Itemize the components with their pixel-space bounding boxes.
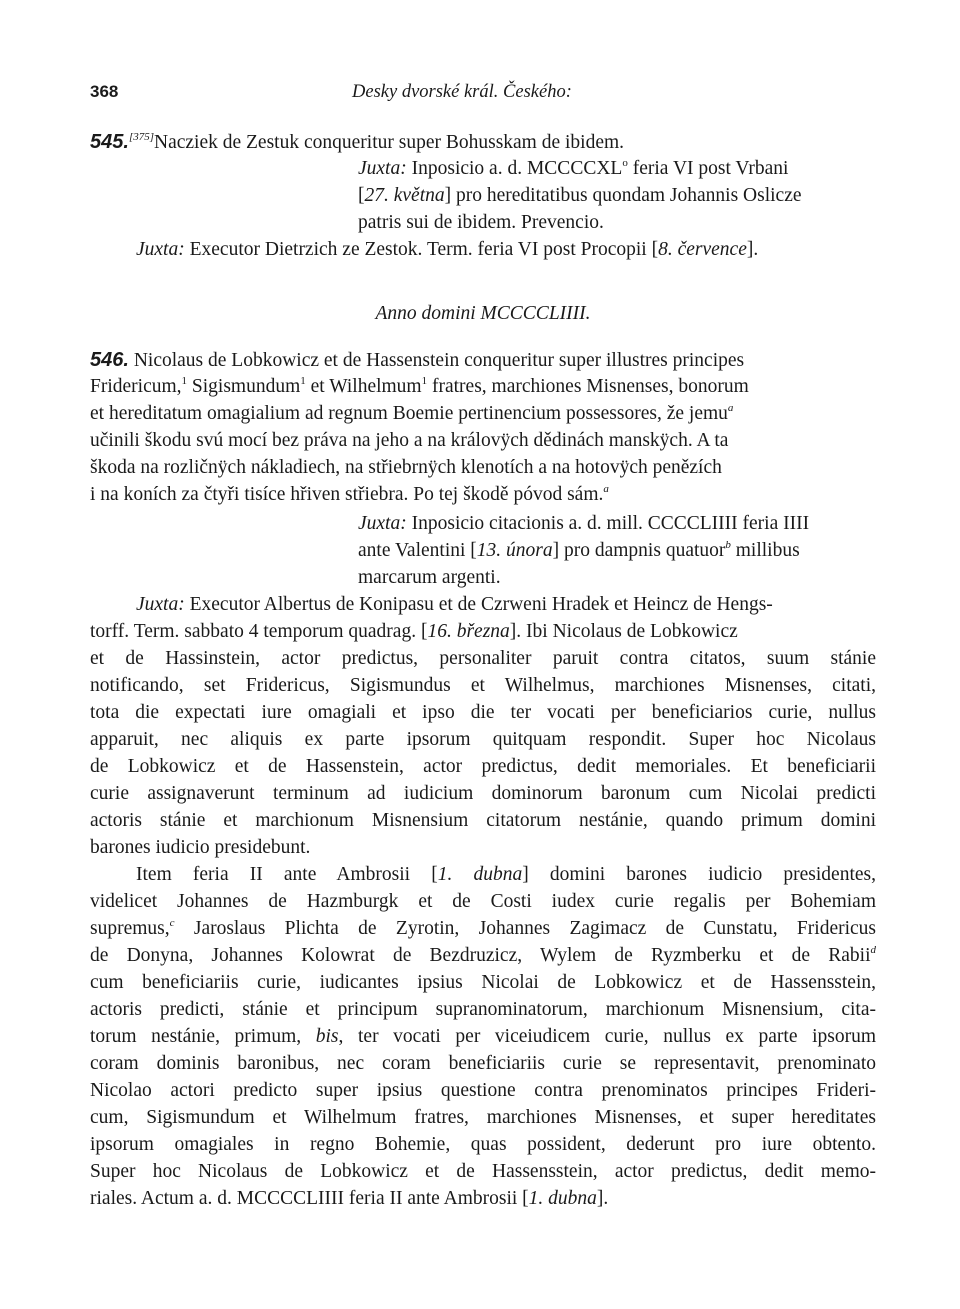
entry-number: 546. bbox=[90, 349, 129, 371]
body-line: curie assignaverunt terminum ad iudicium dominorum baronum cum Nicolai predicti bbox=[90, 783, 876, 804]
source-ref: [375] bbox=[128, 131, 154, 143]
entry-546-line-5: škoda na rozličnÿch nákladiech, na střiebrnÿch klenotích a na hotovÿch penězích bbox=[90, 457, 722, 478]
running-title: Desky dvorské král. Českého: bbox=[352, 82, 572, 102]
entry-546-line-6: i na koních za čtyři tisíce hřiven střiebra. Po tej škodě póvod sám.$^a$ bbox=[90, 483, 609, 505]
body-line: Item feria II ante Ambrosii [1. dubna] domini barones iudicio presidentes, bbox=[136, 864, 876, 885]
date-note: 1. dubna bbox=[528, 1188, 597, 1209]
footnote-marker: a bbox=[603, 483, 609, 495]
body-line: notificando, set Fridericus, Sigismundus et Wilhelmus, marchiones Misnenses, citati, bbox=[90, 675, 876, 696]
entry-546-line-4: učinili škodu svú mocí bez práva na jeho a na královÿch dědinách manskÿch. A ta bbox=[90, 430, 729, 451]
footnote-marker: d bbox=[870, 944, 876, 956]
entry-546-juxta-2: ante Valentini [13. února] pro dampnis quatuor$^b$ millibus bbox=[358, 539, 800, 561]
entry-546-juxta-1: Juxta: Inposicio citacionis a. d. mill. CCCCLIIII feria IIII bbox=[358, 513, 810, 534]
running-header bbox=[90, 82, 876, 106]
date-note: 1. dubna bbox=[437, 864, 523, 885]
date-note: 16. března bbox=[427, 621, 510, 642]
entry-545-line-1: 545.[375]Nacziek de Zestuk conqueritur super Bohusskam de ibidem. bbox=[90, 131, 625, 153]
entry-546-executor-1: Juxta: Executor Albertus de Konipasu et de Czrweni Hradek et Heincz de Hengs- bbox=[136, 594, 773, 615]
entry-545-line-5: Juxta: Executor Dietrzich ze Zestok. Term. feria VI post Procopii [8. července]. bbox=[136, 239, 759, 260]
body-line: tota die expectati iure omagiali et ipso die ter vocati per beneficiarios curie, nullus bbox=[90, 702, 876, 723]
entry-546-line-2: Fridericum,$^1$ Sigismundum$^1$ et Wilhelmum$^1$ fratres, marchiones Misnenses, bonorum bbox=[90, 375, 749, 397]
year-heading: Anno domini MCCCCLIIII. bbox=[375, 303, 591, 324]
body-line: barones iudicio presidebunt. bbox=[90, 837, 311, 858]
body-line: cum beneficiariis curie, iudicantes ipsius Nicolai de Lobkowicz et de Hassensstein, bbox=[90, 972, 876, 993]
entry-546-line-1: 546. Nicolaus de Lobkowicz et de Hassenstein conqueritur super illustres principes bbox=[90, 349, 745, 371]
entry-545-line-2: Juxta: Inposicio a. d. MCCCCXL$^o$ feria VI post Vrbani bbox=[358, 157, 789, 179]
body-line: de Donyna, Johannes Kolowrat de Bezdruzicz, Wylem de Ryzmberku et de Rabii$^d$ bbox=[90, 944, 876, 966]
body-line: et de Hassinstein, actor predictus, personaliter paruit contra citatos, suum stánie bbox=[90, 648, 876, 669]
entry-545-line-4: patris sui de ibidem. Prevencio. bbox=[358, 212, 604, 233]
body-line: actoris stánie et marchionum Misnensium citatorum nestánie, quando primum domini bbox=[90, 810, 876, 831]
footnote-marker: b bbox=[725, 539, 731, 551]
body-line: de Lobkowicz et de Hassenstein, actor predictus, dedit memoriales. Et beneficiarii bbox=[90, 756, 876, 777]
entry-545-line-3: [27. května] pro hereditatibus quondam Johannis Oslicze bbox=[358, 185, 802, 206]
footnote-marker: 1 bbox=[181, 375, 188, 387]
body-line: ipsorum omagiales in regno Bohemie, quas possident, dederunt pro iure obtento. bbox=[90, 1134, 876, 1155]
body-line: videlicet Johannes de Hazmburgk et de Costi iudex curie regalis per Bohemiam bbox=[90, 891, 876, 912]
body-line: riales. Actum a. d. MCCCCLIIII feria II ante Ambrosii [1. dubna]. bbox=[90, 1188, 609, 1209]
footnote-marker: 1 bbox=[421, 375, 428, 387]
entry-546-executor-2: torff. Term. sabbato 4 temporum quadrag. [16. března]. Ibi Nicolaus de Lobkowicz bbox=[90, 621, 738, 642]
body-line: Nicolao actori predicto super ipsius questione contra prenominatos principes Frideri- bbox=[90, 1080, 876, 1101]
body-line: torum nestánie, primum, bis, ter vocati per viceiudicem curie, nullus ex parte ipsorum bbox=[90, 1026, 877, 1047]
footnote-marker: 1 bbox=[300, 375, 306, 387]
page-number: 368 bbox=[90, 82, 119, 101]
footnote-marker: a bbox=[727, 402, 734, 414]
date-note: 8. července bbox=[658, 239, 747, 260]
entry-546-juxta-3: marcarum argenti. bbox=[358, 567, 501, 588]
entry-number: 545. bbox=[90, 131, 129, 153]
body-line: apparuit, nec aliquis ex parte ipsorum quitquam respondit. Super hoc Nicolaus bbox=[90, 729, 876, 750]
body-line: cum, Sigismundum et Wilhelmum fratres, marchiones Misnenses, et super hereditates bbox=[90, 1107, 876, 1128]
body-line: supremus,$^c$ Jaroslaus Plichta de Zyrotin, Johannes Zagimacz de Cunstatu, Fridericus bbox=[90, 917, 876, 939]
body-line: coram dominis baronibus, nec coram beneficiariis curie se representavit, prenominato bbox=[90, 1053, 876, 1074]
date-note: 27. května bbox=[364, 185, 445, 206]
body-line: Super hoc Nicolaus de Lobkowicz et de Hassensstein, actor predictus, dedit memo- bbox=[90, 1161, 876, 1182]
entry-546-line-3: et hereditatum omagialium ad regnum Boemie pertinencium possessores, že jemu$^a$ bbox=[90, 402, 734, 424]
footnote-marker: c bbox=[169, 917, 175, 929]
body-line: actoris predicti, stánie et principum supranominatorum, marchionum Misnensium, cita- bbox=[90, 999, 876, 1020]
date-note: 13. února bbox=[476, 540, 553, 561]
